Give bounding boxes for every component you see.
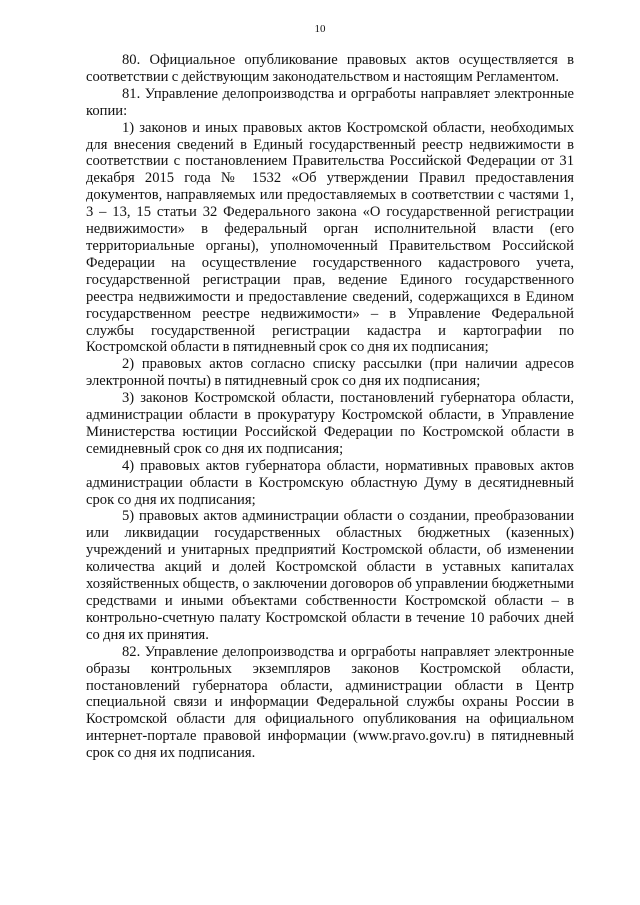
paragraph-81: 81. Управление делопроизводства и оргработы направляет электронные копии: [86,85,574,119]
list-item-5: 5) правовых актов администрации области о создании, преобразовании или ликвидации государственных областных бюджетных (казенных) учреждений и унитарных предприятий Костромской области, об изменении количества акций и долей Костромской области в уставных капиталах хозяйственных обществ, о заключении договоров об управлении бюджетными средствами и иными объектами собственности Костромской области – в контрольно-счетную палату Костромской области в течение 10 рабочих дней со дня их принятия. [86,508,574,643]
list-item-3: 3) законов Костромской области, постановлений губернатора области, администрации области в прокуратуру Костромской области, в Управление Министерства юстиции Российской Федерации по Костромской области в семидневный срок со дня их подписания; [86,390,574,457]
list-item-1: 1) законов и иных правовых актов Костромской области, необходимых для внесения сведений в Единый государственный реестр недвижимости в соответствии с постановлением Правительства Российской Федерации от 31 декабря 2015 года № 1532 «Об утверждении Правил предоставления документов, направляемых или предоставляемых в соответствии с частями 1, 3 – 13, 15 статьи 32 Федерального закона «О государственной регистрации недвижимости» в федеральный орган исполнительной власти (его территориальные органы), уполномоченный Правительством Российской Федерации на осуществление государственного кадастрового учета, государственной регистрации прав, ведение Единого государственного реестра недвижимости и предоставление сведений, содержащихся в Едином государственном реестре недвижимости» – в Управление Федеральной службы государственной регистрации кадастра и картографии по Костромской области в пятидневный срок со дня их подписания; [86,119,574,356]
paragraph-80: 80. Официальное опубликование правовых актов осуществляется в соответствии с действующим законодательством и настоящим Регламентом. [86,52,574,85]
list-item-2: 2) правовых актов согласно списку рассылки (при наличии адресов электронной почты) в пятидневный срок со дня их подписания; [86,356,574,390]
list-item-4: 4) правовых актов губернатора области, нормативных правовых актов администрации области в Костромскую областную Думу в десятидневный срок со дня их подписания; [86,457,574,508]
page-number: 10 [314,23,326,35]
document-body [86,52,574,762]
paragraph-82: 82. Управление делопроизводства и оргработы направляет электронные образы контрольных экземпляров законов Костромской области, постановлений губернатора области, администрации области в Центр специальной связи и информации Федеральной службы охраны России в Костромской области для официального опубликования на официальном интернет-портале правовой информации (www.pravo.gov.ru) в пятидневный срок со дня их подписания. [86,643,574,762]
